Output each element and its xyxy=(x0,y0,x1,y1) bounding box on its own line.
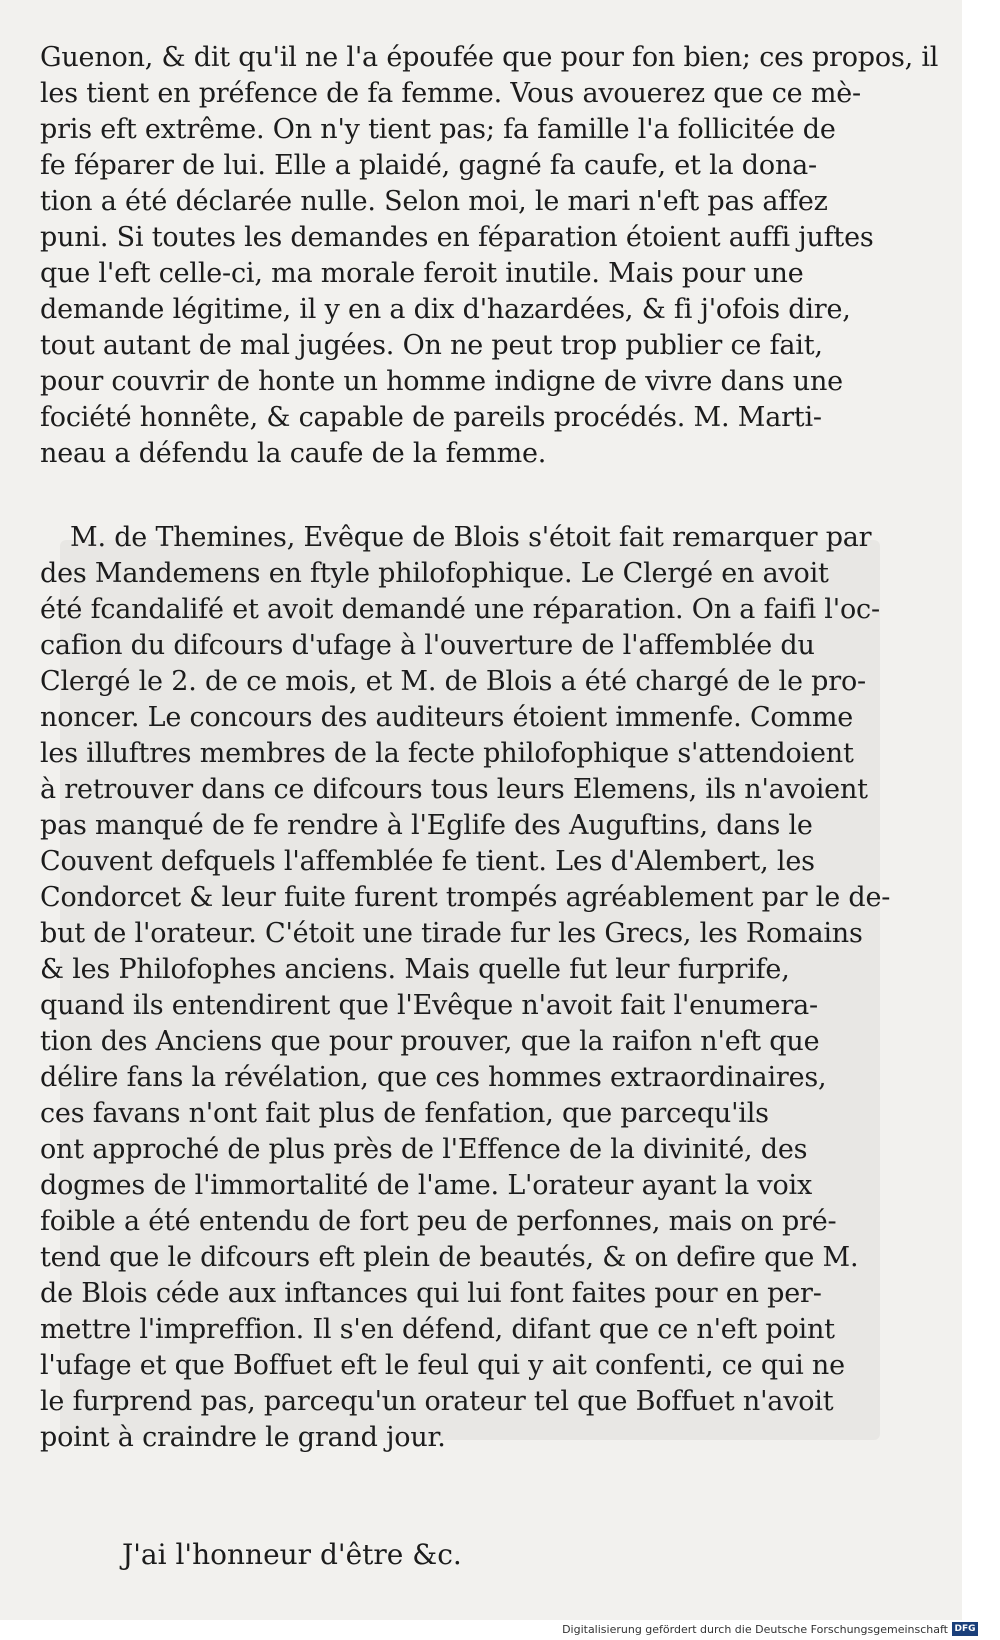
text-line: ces favans n'ont fait plus de fenfation, que parcequ'ils xyxy=(40,1098,769,1129)
text-line: tion a été déclarée nulle. Selon moi, le mari n'eft pas affez xyxy=(40,186,828,217)
text-line: ont approché de plus près de l'Effence de la divinité, des xyxy=(40,1134,808,1165)
text-line: Guenon, & dit qu'il ne l'a époufée que pour fon bien; ces propos, il xyxy=(40,42,939,73)
digitization-credit: Digitalisierung gefördert durch die Deutsche Forschungsgemeinschaft xyxy=(562,1623,948,1636)
text-line: cafion du difcours d'ufage à l'ouverture de l'affemblée du xyxy=(40,630,815,661)
text-line: noncer. Le concours des auditeurs étoient immenfe. Comme xyxy=(40,702,854,733)
text-line: dogmes de l'immortalité de l'ame. L'orateur ayant la voix xyxy=(40,1170,812,1201)
text-line: Clergé le 2. de ce mois, et M. de Blois a été chargé de le pro- xyxy=(40,666,866,697)
text-line: neau a défendu la caufe de la femme. xyxy=(40,438,547,469)
text-line: Couvent defquels l'affemblée fe tient. Les d'Alembert, les xyxy=(40,846,815,877)
text-line: que l'eft celle-ci, ma morale feroit inutile. Mais pour une xyxy=(40,258,804,289)
text-line: le furprend pas, parcequ'un orateur tel que Boffuet n'avoit xyxy=(40,1386,834,1417)
text-line: point à craindre le grand jour. xyxy=(40,1422,446,1453)
text-line: fe féparer de lui. Elle a plaidé, gagné fa caufe, et la dona- xyxy=(40,150,817,181)
text-line: puni. Si toutes les demandes en féparation étoient auffi juftes xyxy=(40,222,874,253)
text-line: des Mandemens en ftyle philofophique. Le Clergé en avoit xyxy=(40,558,829,589)
text-line: mettre l'impreffion. Il s'en défend, difant que ce n'eft point xyxy=(40,1314,835,1345)
text-line: été fcandalifé et avoit demandé une réparation. On a faifi l'oc- xyxy=(40,594,880,625)
text-line: pris eft extrême. On n'y tient pas; fa famille l'a follicitée de xyxy=(40,114,836,145)
text-line: l'ufage et que Boffuet eft le feul qui y ait confenti, ce qui ne xyxy=(40,1350,845,1381)
text-line: fociété honnête, & capable de pareils procédés. M. Marti- xyxy=(40,402,822,433)
text-line: à retrouver dans ce difcours tous leurs Elemens, ils n'avoient xyxy=(40,774,868,805)
text-line: Condorcet & leur fuite furent trompés agréablement par le de- xyxy=(40,882,891,913)
text-line: tend que le difcours eft plein de beautés, & on defire que M. xyxy=(40,1242,859,1273)
text-line: pour couvrir de honte un homme indigne de vivre dans une xyxy=(40,366,843,397)
dfg-logo-icon: DFG xyxy=(952,1622,978,1636)
text-line: les illuftres membres de la fecte philofophique s'attendoient xyxy=(40,738,854,769)
closing-salutation: J'ai l'honneur d'être &c. xyxy=(122,1538,462,1571)
text-line: & les Philofophes anciens. Mais quelle fut leur furprife, xyxy=(40,954,790,985)
text-line: but de l'orateur. C'étoit une tirade fur les Grecs, les Romains xyxy=(40,918,863,949)
text-line: pas manqué de fe rendre à l'Eglife des Auguftins, dans le xyxy=(40,810,813,841)
text-line: quand ils entendirent que l'Evêque n'avoit fait l'enumera- xyxy=(40,990,818,1021)
text-line: M. de Themines, Evêque de Blois s'étoit fait remarquer par xyxy=(70,522,872,553)
text-line: foible a été entendu de fort peu de perfonnes, mais on pré- xyxy=(40,1206,837,1237)
text-line: de Blois céde aux inftances qui lui font faites pour en per- xyxy=(40,1278,822,1309)
text-line: tion des Anciens que pour prouver, que la raifon n'eft que xyxy=(40,1026,820,1057)
text-line: demande légitime, il y en a dix d'hazardées, & fi j'ofois dire, xyxy=(40,294,851,325)
text-line: tout autant de mal jugées. On ne peut trop publier ce fait, xyxy=(40,330,823,361)
text-line: délire fans la révélation, que ces hommes extraordinaires, xyxy=(40,1062,827,1093)
text-line: les tient en préfence de fa femme. Vous avouerez que ce mè- xyxy=(40,78,861,109)
